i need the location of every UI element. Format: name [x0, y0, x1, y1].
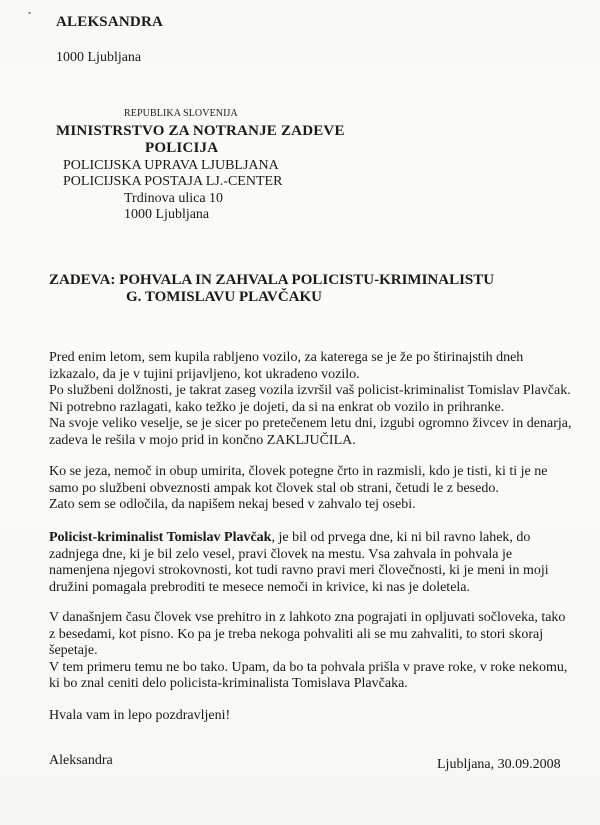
scan-speck	[28, 12, 31, 14]
paragraph-line: V tem primeru temu ne bo tako. Upam, da bo ta pohvala prišla v prave roke, v roke nekomu,	[49, 659, 568, 675]
sender-city: 1000 Ljubljana	[56, 50, 142, 65]
paragraph-5	[49, 708, 569, 725]
subject-line-2: G. TOMISLAVU PLAVČAKU	[126, 289, 323, 305]
paragraph-2	[49, 464, 569, 514]
paragraph-line: namenjena njegovi strokovnosti, kot tudi ravno pravi meri človečnosti, ki je meni in moji	[49, 563, 549, 578]
paragraph-line: V današnjem času človek vse prehitro in z lahkoto zna pograjati in opljuvati sočloveka, tako	[49, 610, 566, 625]
paragraph-line: samo po službeni obveznosti ampak kot človek stal ob strani, četudi le z besedo.	[49, 480, 499, 496]
paragraph-line	[49, 530, 569, 547]
paragraph-4	[49, 610, 569, 693]
recipient-street: Trdinova ulica 10	[124, 191, 224, 206]
paragraph-line: zadnjega dne, ki je bil zelo vesel, pravi človek na mestu. Vsa zahvala in pohvala je	[49, 546, 513, 562]
sender-name: ALEKSANDRA	[56, 14, 164, 30]
paragraph-line: zadeva le rešila v mojo prid in končno ZAKLJUČILA.	[49, 432, 356, 448]
paragraph-line: Hvala vam in lepo pozdravljeni!	[49, 708, 231, 723]
officer-name-bold: Policist-kriminalist Tomislav Plavčak	[49, 530, 272, 545]
recipient-directorate: POLICIJSKA UPRAVA LJUBLJANA	[63, 158, 279, 173]
paragraph-line: Pred enim letom, sem kupila rabljeno vozilo, za katerega se je že po štirinajstih dneh	[49, 350, 524, 365]
recipient-station: POLICIJSKA POSTAJA LJ.-CENTER	[63, 174, 283, 189]
paragraph-line-rest: , je bil od prvega dne, ki ni bil ravno lahek, do	[271, 530, 531, 545]
recipient-ministry: MINISTRSTVO ZA NOTRANJE ZADEVE	[56, 123, 345, 139]
paragraph-line: z besedami, kot pisno. Ko pa je treba nekoga pohvaliti ali se mu zahvaliti, to stori skoraj	[49, 626, 544, 642]
paragraph-line: Ko se jeza, nemoč in obup umirita, človek potegne črto in razmisli, kdo je tisti, ki ti je ne	[49, 464, 548, 479]
paragraph-line: družini pomagala prebroditi te mesece nemoči in krivice, ki nas je doletela.	[49, 579, 471, 595]
paragraph-line: Ni potrebno razlagati, kako težko je dojeti, da si na enkrat ob vozilo in prihranke.	[49, 399, 505, 415]
paragraph-line: Po službeni dolžnosti, je takrat zaseg vozila izvršil vaš policist-kriminalist Tomislav Plavčak.	[49, 383, 571, 398]
recipient-police: POLICIJA	[145, 140, 219, 156]
signer-name: Aleksandra	[49, 753, 113, 768]
place-date: Ljubljana, 30.09.2008	[437, 757, 561, 772]
paragraph-line: ki bo znal ceniti delo policista-kriminalista Tomislava Plavčaka.	[49, 676, 408, 691]
paragraph-line: Zato sem se odločila, da napišem nekaj besed v zahvalo tej osebi.	[49, 497, 416, 512]
paragraph-line: izkazalo, da je v tujini prijavljeno, kot ukradeno vozilo.	[49, 366, 360, 382]
paragraph-line: šepetaje.	[49, 643, 98, 658]
paragraph-1	[49, 350, 572, 449]
recipient-republic: REPUBLIKA SLOVENIJA	[124, 108, 238, 119]
subject-line-1: ZADEVA: POHVALA IN ZAHVALA POLICISTU-KRIMINALISTU	[49, 272, 495, 288]
paragraph-3	[49, 530, 569, 596]
recipient-postal: 1000 Ljubljana	[124, 207, 210, 222]
paragraph-line: Na svoje veliko veselje, se je sicer po pretečenem letu dni, izgubi ogromno živcev in denarja,	[49, 416, 572, 431]
